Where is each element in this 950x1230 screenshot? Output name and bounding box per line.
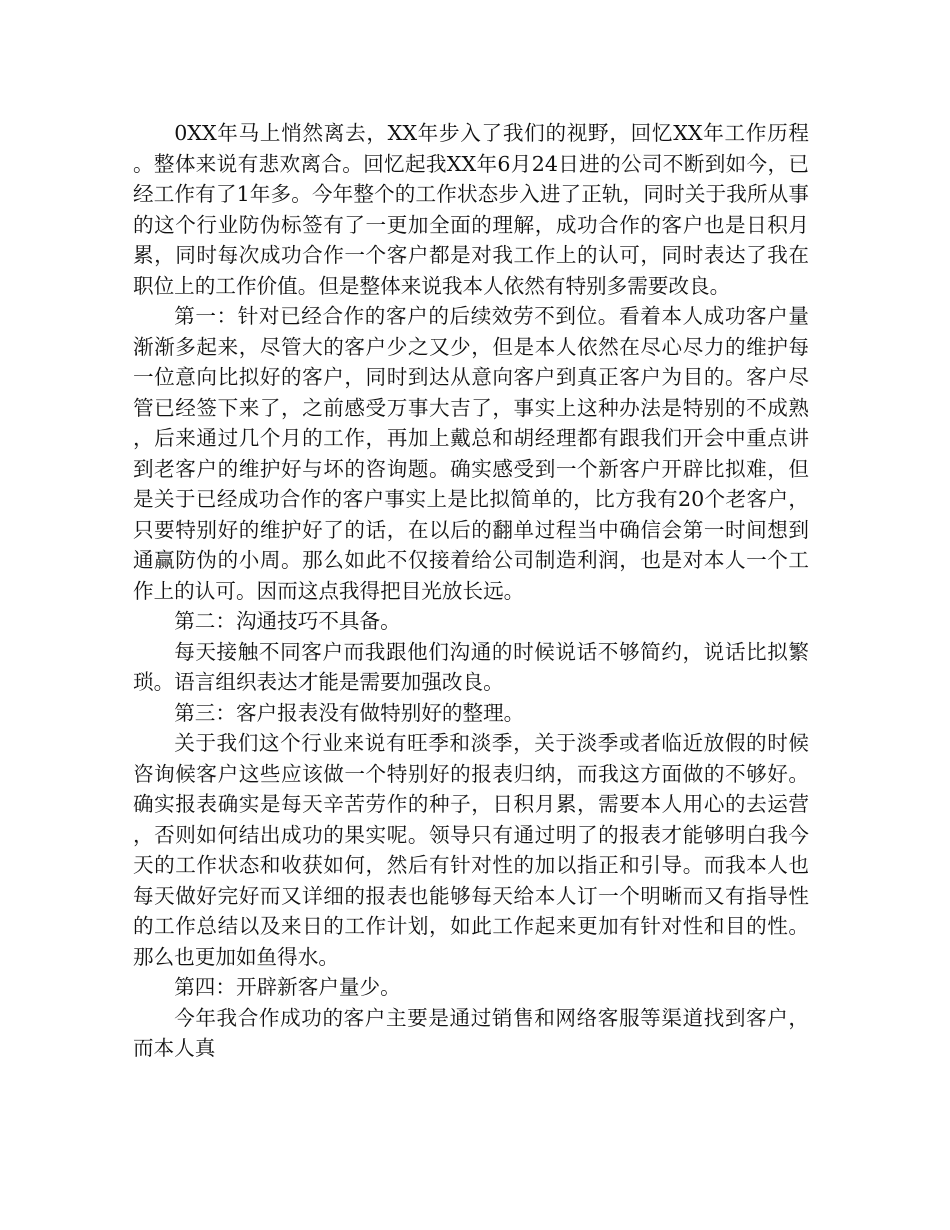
paragraph-point-four: 今年我合作成功的客户主要是通过销售和网络客服等渠道找到客户，而本人真 bbox=[133, 1005, 809, 1060]
paragraph-point-three: 关于我们这个行业来说有旺季和淡季，关于淡季或者临近放假的时候咨询候客户这些应该做一个特别好的报表归纳，而我这方面做的不够好。确实报表确实是每天辛苦劳作的种子，日积月累，需要本人用心的去运营，否则如何结出成功的果实呢。领导只有通过明了的报表才能够明白我今天的工作状态和收获如何，然后有针对性的加以指正和引导。而我本人也每天做好完好而又详细的报表也能够每天给本人订一个明晰而又有指导性的工作总结以及来日的工作计划，如此工作起来更加有针对性和目的性。那么也更加如鱼得水。 bbox=[133, 731, 809, 969]
heading-point-two: 第二：沟通技巧不具备。 bbox=[174, 609, 401, 633]
heading-point-four: 第四：开辟新客户量少。 bbox=[174, 975, 401, 999]
document-body bbox=[133, 118, 809, 1064]
paragraph-point-one: 第一：针对已经合作的客户的后续效劳不到位。看着本人成功客户量渐渐多起来，尽管大的客户少之又少，但是本人依然在尽心尽力的维护每一位意向比拟好的客户，同时到达从意向客户到真正客户为目的。客户尽管已经签下来了，之前感受万事大吉了，事实上这种办法是特别的不成熟，后来通过几个月的工作，再加上戴总和胡经理都有跟我们开会中重点讲到老客户的维护好与坏的咨询题。确实感受到一个新客户开辟比拟难，但是关于已经成功合作的客户事实上是比拟简单的，比方我有20个老客户，只要特别好的维护好了的话，在以后的翻单过程当中确信会第一时间想到通赢防伪的小周。那么如此不仅接着给公司制造利润，也是对本人一个工作上的认可。因而这点我得把目光放长远。 bbox=[133, 304, 809, 603]
paragraph-point-two: 每天接触不同客户而我跟他们沟通的时候说话不够简约，说话比拟繁琐。语言组织表达才能是需要加强改良。 bbox=[133, 639, 809, 694]
paragraph-intro: 0XX年马上悄然离去，XX年步入了我们的视野，回忆XX年工作历程。整体来说有悲欢离合。回忆起我XX年6月24日进的公司不断到如今，已经工作有了1年多。今年整个的工作状态步入进了正轨，同时关于我所从事的这个行业防伪标签有了一更加全面的理解，成功合作的客户也是日积月累，同时每次成功合作一个客户都是对我工作上的认可，同时表达了我在职位上的工作价值。但是整体来说我本人依然有特别多需要改良。 bbox=[133, 121, 809, 298]
heading-point-three: 第三：客户报表没有做特别好的整理。 bbox=[174, 700, 525, 725]
